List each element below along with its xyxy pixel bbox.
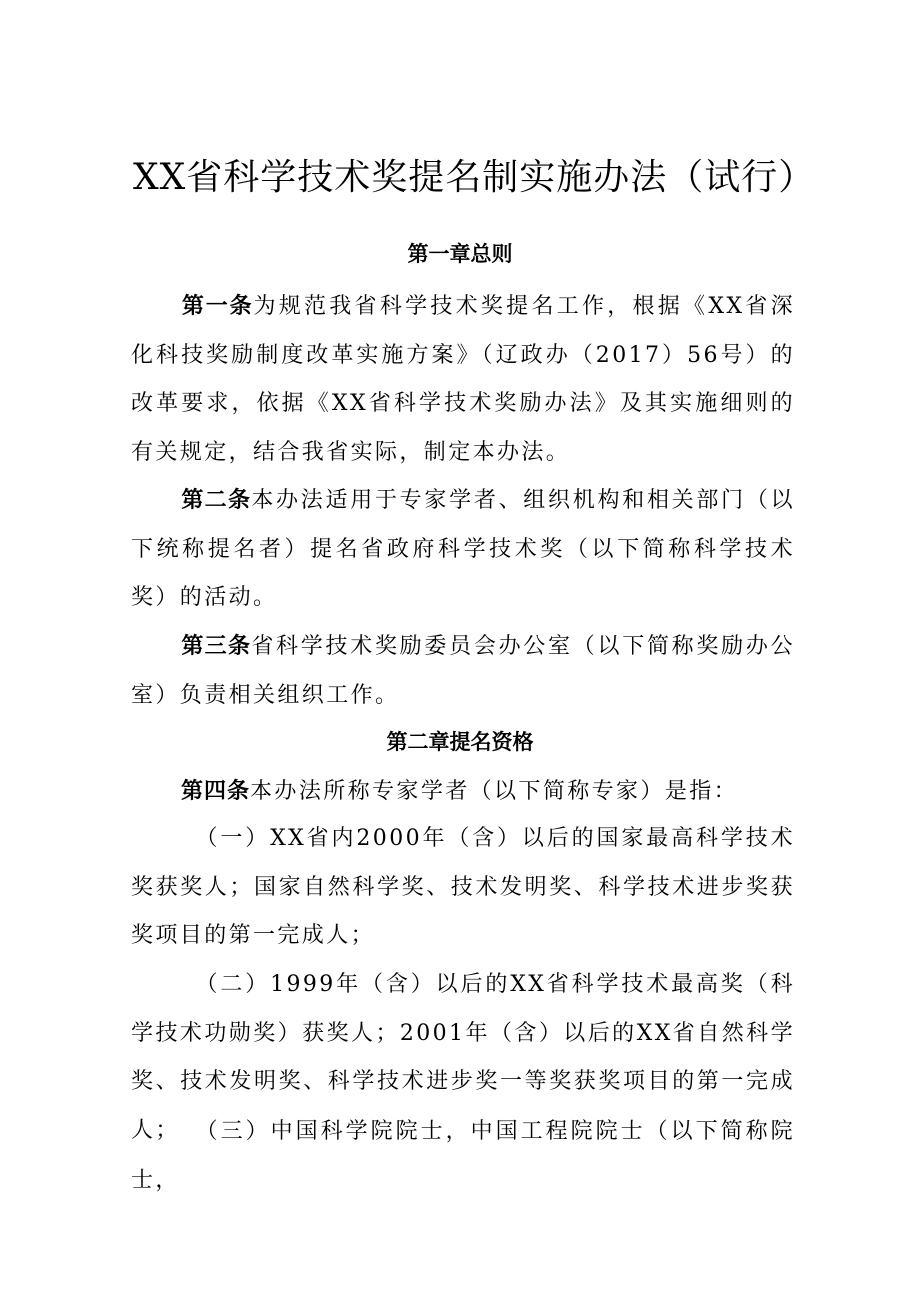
chapter-heading-1: 第一章总则 [407,242,513,266]
list-item-3 [131,1108,795,1205]
chapter-heading-2: 第二章提名资格 [386,730,534,754]
list-item-3-text: （三）中国科学院院士，中国工程院院士（以下简称院士， [131,1119,795,1193]
article-3-lead: 第三条 [181,634,252,659]
article-3 [131,623,795,720]
article-4-text: 本办法所称专家学者（以下简称专家）是指： [250,779,739,804]
article-1 [131,283,795,477]
list-item-1-text: （一）XX省内2000年（含）以后的国家最高科学技术奖获奖人；国家自然科学奖、技术发明奖、科学技术进步奖获奖项目的第一完成人； [131,826,795,948]
article-4-lead: 第四条 [181,779,251,804]
article-4 [131,768,795,817]
list-item-2-text: （二）1999年（含）以后的XX省科学技术最高奖（科学技术功勋奖）获奖人；2001年（含）以后的XX省自然科学奖、技术发明奖、科学技术进步奖一等奖获奖项目的第一完成人； [131,972,795,1143]
article-1-text: 为规范我省科学技术奖提名工作，根据《XX省深化科技奖励制度改革实施方案》（辽政办（2017）56号）的改革要求，依据《XX省科学技术奖励办法》及其实施细则的有关规定，结合我省实际，制定本办法。 [131,294,795,465]
article-3-text: 省科学技术奖励委员会办公室（以下简称奖励办公室）负责相关组织工作。 [131,634,795,708]
article-1-lead: 第一条 [181,294,254,319]
article-2-lead: 第二条 [181,488,252,513]
article-2 [131,477,795,623]
article-2-text: 本办法适用于专家学者、组织机构和相关部门（以下统称提名者）提名省政府科学技术奖（以下简称科学技术奖）的活动。 [131,488,795,610]
list-item-1 [131,815,795,961]
document-title: XX省科学技术奖提名制实施办法（试行） [133,157,816,199]
